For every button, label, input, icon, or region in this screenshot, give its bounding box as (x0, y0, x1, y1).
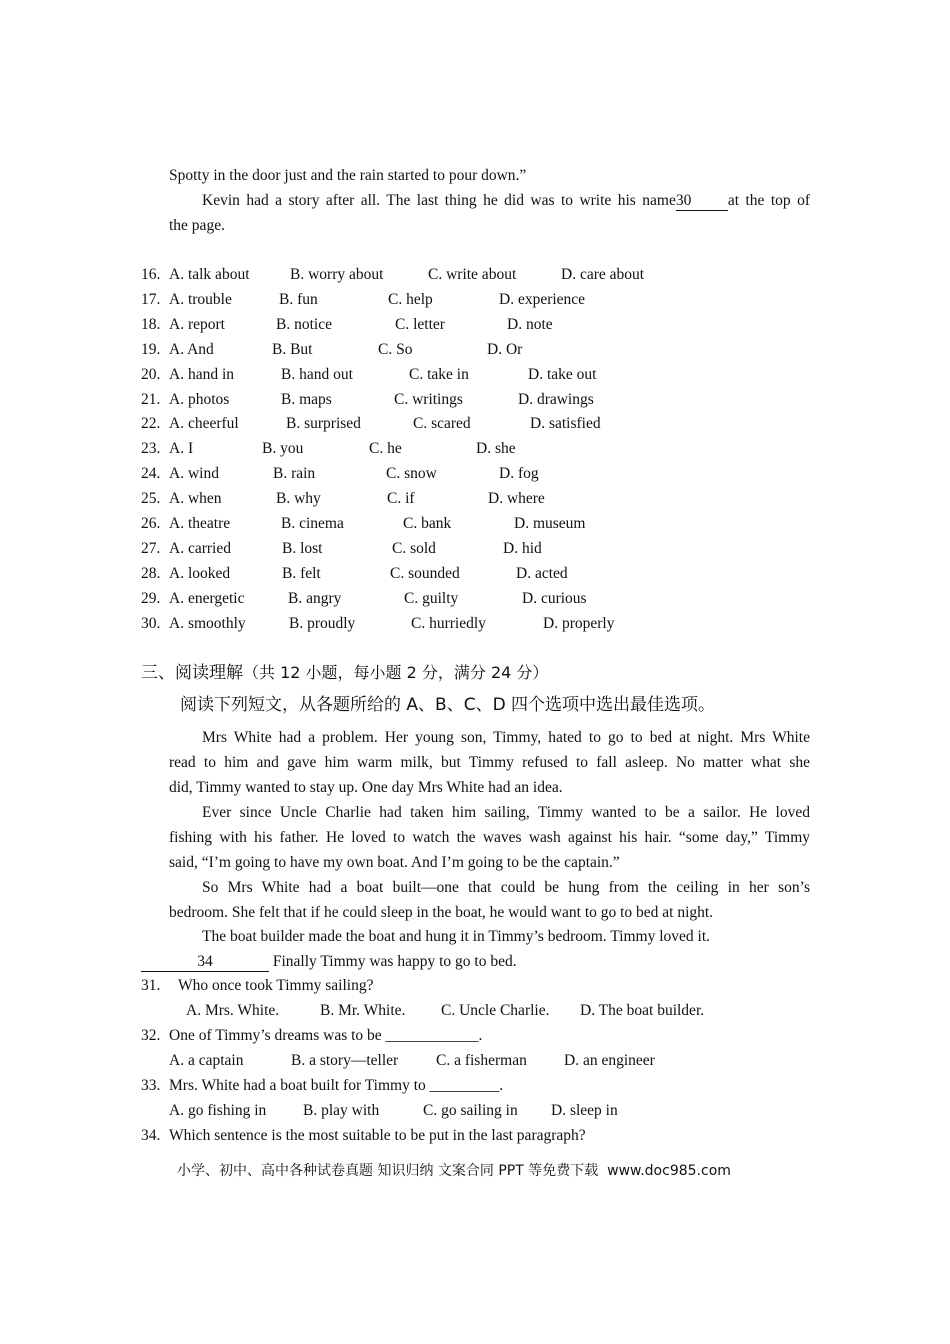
option-a[interactable]: A. talk about (169, 266, 250, 283)
option-d[interactable]: D. fog (499, 465, 539, 483)
option-a[interactable]: A. I (169, 440, 194, 458)
option-c[interactable]: C. letter (395, 315, 445, 333)
option-a[interactable]: A. energetic (169, 589, 245, 607)
option-d[interactable]: D. note (507, 315, 553, 333)
option-a[interactable]: A. looked (169, 564, 231, 582)
option-b[interactable]: B. fun (279, 290, 318, 308)
passage-line: Spotty in the door just and the rain started to pour down.” (169, 167, 527, 184)
question-33-stem: Mrs. White had a boat built for Timmy to _________. (169, 1077, 504, 1094)
option-a[interactable]: A. theatre (169, 515, 231, 532)
question-number: 25. (141, 490, 161, 508)
passage-line: Kevin had a story after all. The last thing he did was to write his name30 at the top of (202, 192, 810, 209)
question-number: 30. (141, 614, 161, 632)
option-b[interactable]: B. notice (276, 315, 332, 333)
option-d[interactable]: D. hid (503, 539, 542, 557)
option-c[interactable]: C. scared (413, 415, 471, 433)
option-d[interactable]: D. experience (499, 290, 586, 308)
question-33-number: 33. (141, 1077, 161, 1094)
question-number: 16. (141, 266, 161, 283)
option-b[interactable]: B. angry (288, 589, 342, 607)
question-34-stem: Which sentence is the most suitable to be put in the last paragraph? (169, 1127, 586, 1144)
option-c[interactable]: C. snow (386, 465, 437, 483)
option-d[interactable]: D. an engineer (564, 1052, 655, 1069)
page-footer: 小学、初中、高中各种试卷真题 知识归纳 文案合同 PPT 等免费下载 www.doc985.com (177, 1163, 731, 1179)
option-d[interactable]: D. The boat builder. (580, 1002, 705, 1019)
option-a[interactable]: A. go fishing in (169, 1102, 267, 1119)
question-number: 24. (141, 465, 161, 483)
option-b[interactable]: B. play with (303, 1102, 380, 1119)
option-d[interactable]: D. sleep in (551, 1102, 618, 1119)
option-a[interactable]: A. photos (169, 390, 230, 408)
option-a[interactable]: A. cheerful (169, 415, 239, 433)
option-c[interactable]: C. sold (392, 539, 436, 557)
question-31-number: 31. (141, 977, 161, 994)
option-c[interactable]: C. sounded (390, 564, 460, 582)
option-b[interactable]: B. proudly (289, 614, 356, 632)
option-c[interactable]: C. he (369, 440, 402, 458)
option-a[interactable]: A. trouble (169, 290, 232, 308)
question-number: 21. (141, 390, 161, 408)
option-a[interactable]: A. Mrs. White. (186, 1002, 280, 1019)
passage-line: said, “I’m going to have my own boat. And I’m going to be the captain.” (169, 854, 620, 871)
option-b[interactable]: B. a story—teller (291, 1052, 399, 1069)
passage-line: read to him and gave him warm milk, but Timmy refused to fall asleep. No matter what she (169, 754, 810, 771)
option-d[interactable]: D. where (488, 490, 545, 508)
footer-url[interactable]: www.doc985.com (607, 1163, 731, 1179)
option-d[interactable]: D. care about (561, 266, 645, 283)
option-c[interactable]: C. if (387, 490, 415, 508)
option-b[interactable]: B. cinema (281, 515, 344, 532)
option-a[interactable]: A. carried (169, 539, 231, 557)
option-b[interactable]: B. Mr. White. (320, 1002, 406, 1019)
option-d[interactable]: D. Or (487, 340, 523, 358)
option-c[interactable]: C. a fisherman (436, 1052, 527, 1069)
option-a[interactable]: A. a captain (169, 1052, 244, 1069)
option-c[interactable]: C. go sailing in (423, 1102, 518, 1119)
option-b[interactable]: B. maps (281, 390, 332, 408)
option-c[interactable]: C. So (378, 340, 413, 358)
option-b[interactable]: B. lost (282, 539, 323, 557)
option-d[interactable]: D. drawings (518, 390, 594, 408)
option-c[interactable]: C. guilty (404, 589, 459, 607)
option-a[interactable]: A. when (169, 490, 222, 508)
question-number: 18. (141, 315, 161, 333)
question-34-number: 34. (141, 1127, 161, 1144)
option-b[interactable]: B. you (262, 440, 304, 458)
option-c[interactable]: C. help (388, 290, 433, 308)
option-b[interactable]: B. worry about (290, 266, 384, 283)
question-number: 27. (141, 539, 161, 557)
option-b[interactable]: B. felt (282, 564, 321, 582)
question-number: 28. (141, 564, 161, 582)
option-d[interactable]: D. curious (522, 589, 587, 607)
option-c[interactable]: C. hurriedly (411, 614, 486, 632)
passage-line: fishing with his father. He loved to watch the waves wash against his hair. “some day,” Timmy (169, 829, 810, 846)
option-d[interactable]: D. she (476, 440, 516, 458)
option-a[interactable]: A. wind (169, 465, 219, 483)
option-a[interactable]: A. hand in (169, 365, 235, 383)
passage-line: Ever since Uncle Charlie had taken him sailing, Timmy wanted to be a sailor. He loved (202, 804, 810, 821)
option-b[interactable]: B. why (276, 490, 321, 508)
question-31-stem: Who once took Timmy sailing? (178, 977, 374, 994)
question-32-stem: One of Timmy’s dreams was to be ____________. (169, 1027, 483, 1044)
option-c[interactable]: C. writings (394, 390, 463, 408)
passage-line: 34 Finally Timmy was happy to go to bed. (141, 952, 517, 972)
answer-blank-30: 30 (676, 192, 728, 211)
question-number: 19. (141, 340, 161, 358)
question-number: 26. (141, 515, 161, 532)
option-d[interactable]: D. acted (516, 564, 568, 582)
option-d[interactable]: D. museum (514, 515, 586, 532)
question-number: 22. (141, 415, 161, 433)
question-number: 23. (141, 440, 161, 458)
option-a[interactable]: A. smoothly (169, 614, 246, 632)
passage-line: So Mrs White had a boat built—one that could be hung from the ceiling in her son’s (202, 879, 810, 896)
option-d[interactable]: D. satisfied (530, 415, 601, 433)
option-b[interactable]: B. surprised (286, 415, 361, 433)
option-c[interactable]: C. bank (403, 515, 452, 532)
question-number: 17. (141, 290, 161, 308)
answer-blank-34: 34 (141, 953, 269, 972)
option-b[interactable]: B. hand out (281, 365, 353, 383)
option-c[interactable]: C. Uncle Charlie. (441, 1002, 550, 1019)
passage-line: The boat builder made the boat and hung it in Timmy’s bedroom. Timmy loved it. (202, 928, 711, 945)
question-number: 29. (141, 589, 161, 607)
option-a[interactable]: A. report (169, 315, 225, 333)
passage-line: did, Timmy wanted to stay up. One day Mrs White had an idea. (169, 779, 563, 796)
option-c[interactable]: C. write about (428, 266, 517, 283)
option-b[interactable]: B. But (272, 340, 313, 358)
option-d[interactable]: D. take out (528, 365, 597, 383)
option-b[interactable]: B. rain (273, 465, 316, 483)
passage-line: Mrs White had a problem. Her young son, Timmy, hated to go to bed at night. Mrs White (202, 729, 810, 746)
passage-line: the page. (169, 217, 225, 234)
question-number: 20. (141, 365, 161, 383)
option-c[interactable]: C. take in (409, 365, 469, 383)
passage-line: bedroom. She felt that if he could sleep in the boat, he would want to go to bed at night. (169, 904, 714, 921)
option-d[interactable]: D. properly (543, 614, 615, 632)
question-32-number: 32. (141, 1027, 161, 1044)
option-a[interactable]: A. And (169, 340, 214, 358)
section-heading: 三、阅读理解（共 12 小题，每小题 2 分，满分 24 分） (141, 663, 549, 683)
section-instruction: 阅读下列短文，从各题所给的 A、B、C、D 四个选项中选出最佳选项。 (180, 695, 716, 715)
